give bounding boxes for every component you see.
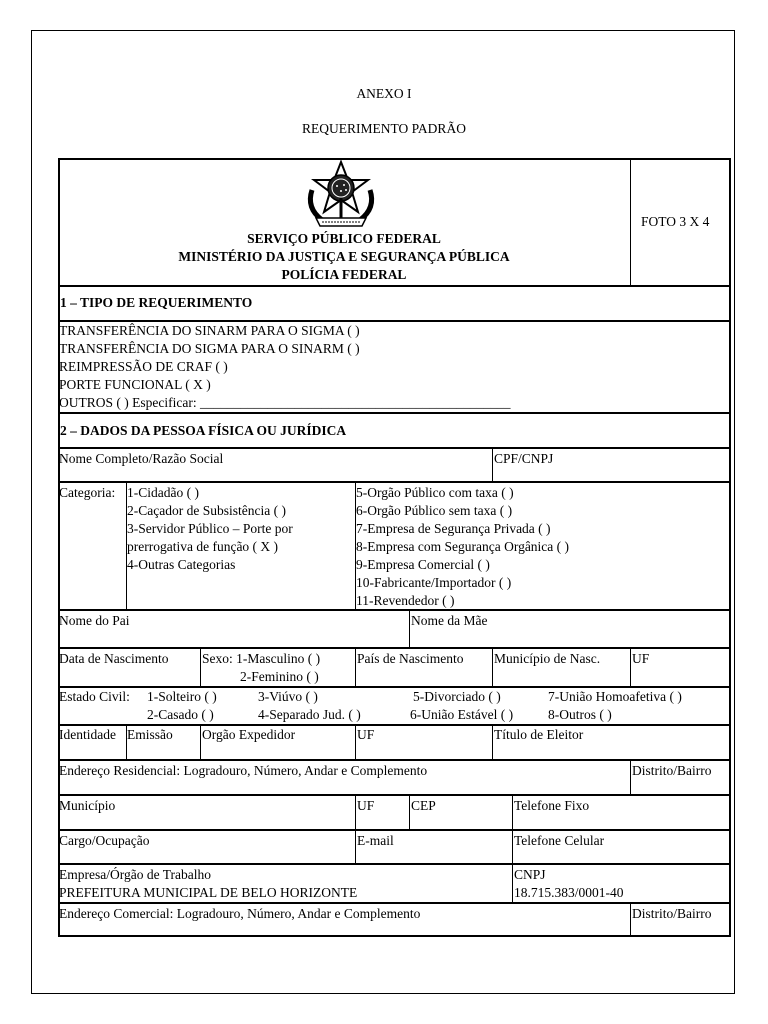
- birth-city-field[interactable]: Município de Nasc.: [494, 651, 601, 666]
- full-name-field[interactable]: Nome Completo/Razão Social: [59, 451, 224, 466]
- employer-label: Empresa/Órgão de Trabalho: [59, 867, 211, 882]
- father-name-field[interactable]: Nome do Pai: [59, 613, 130, 628]
- header-police: POLÍCIA FEDERAL: [281, 267, 407, 282]
- request-option-porte[interactable]: PORTE FUNCIONAL ( X ): [59, 377, 211, 392]
- residential-address-field[interactable]: Endereço Residencial: Logradouro, Número, Andar e Complemento: [59, 763, 428, 778]
- voter-id-field[interactable]: Título de Eleitor: [494, 727, 584, 742]
- category-option[interactable]: 2-Caçador de Subsistência ( ): [127, 503, 286, 518]
- city-field[interactable]: Município: [59, 798, 116, 813]
- header-service: SERVIÇO PÚBLICO FEDERAL: [247, 231, 441, 246]
- birth-date-field[interactable]: Data de Nascimento: [59, 651, 169, 666]
- category-option[interactable]: 7-Empresa de Segurança Privada ( ): [356, 521, 551, 536]
- residential-district-field[interactable]: Distrito/Bairro: [632, 763, 712, 778]
- photo-placeholder: FOTO 3 X 4: [641, 214, 710, 229]
- marital-status-label: Estado Civil:: [59, 689, 130, 704]
- email-field[interactable]: E-mail: [357, 833, 394, 848]
- request-option-others[interactable]: OUTROS ( ) Especificar: ______________________________________________: [59, 395, 511, 410]
- request-option-sigma-sinarm[interactable]: TRANSFERÊNCIA DO SIGMA PARA O SINARM ( ): [59, 341, 360, 356]
- zip-code-field[interactable]: CEP: [411, 798, 436, 813]
- marital-option[interactable]: 1-Solteiro ( ): [147, 689, 217, 704]
- issue-date-field[interactable]: Emissão: [127, 727, 173, 742]
- birth-country-field[interactable]: País de Nascimento: [357, 651, 464, 666]
- annex-label: ANEXO I: [356, 86, 412, 101]
- marital-option[interactable]: 6-União Estável ( ): [410, 707, 514, 722]
- marital-option[interactable]: 5-Divorciado ( ): [413, 689, 501, 704]
- category-option[interactable]: 1-Cidadão ( ): [127, 485, 199, 500]
- section2-title: 2 – DADOS DA PESSOA FÍSICA OU JURÍDICA: [60, 423, 347, 438]
- category-option[interactable]: 6-Orgão Público sem taxa ( ): [356, 503, 513, 518]
- employer-value[interactable]: PREFEITURA MUNICIPAL DE BELO HORIZONTE: [59, 885, 358, 900]
- category-option[interactable]: prerrogativa de função ( X ): [127, 539, 279, 554]
- category-option[interactable]: 3-Servidor Público – Porte por: [127, 521, 293, 536]
- mother-name-field[interactable]: Nome da Mãe: [411, 613, 488, 628]
- category-option[interactable]: 8-Empresa com Segurança Orgânica ( ): [356, 539, 570, 554]
- birth-uf-field[interactable]: UF: [632, 651, 650, 666]
- commercial-address-field[interactable]: Endereço Comercial: Logradouro, Número, Andar e Complemento: [59, 906, 421, 921]
- marital-option[interactable]: 3-Viúvo ( ): [258, 689, 318, 704]
- category-option[interactable]: 11-Revendedor ( ): [356, 593, 455, 608]
- marital-option[interactable]: 8-Outros ( ): [548, 707, 612, 722]
- request-option-reprint[interactable]: REIMPRESSÃO DE CRAF ( ): [59, 359, 228, 374]
- document-title: REQUERIMENTO PADRÃO: [302, 121, 466, 136]
- marital-option[interactable]: 7-União Homoafetiva ( ): [548, 689, 682, 704]
- section1-title: 1 – TIPO DE REQUERIMENTO: [60, 295, 253, 310]
- coat-of-arms-icon: [302, 160, 380, 230]
- marital-option[interactable]: 2-Casado ( ): [147, 707, 214, 722]
- category-option[interactable]: 4-Outras Categorias: [127, 557, 236, 572]
- category-label: Categoria:: [59, 485, 116, 500]
- address-uf-field[interactable]: UF: [357, 798, 375, 813]
- identity-field[interactable]: Identidade: [59, 727, 116, 742]
- marital-option[interactable]: 4-Separado Jud. ( ): [258, 707, 361, 722]
- employer-cnpj-label: CNPJ: [514, 867, 546, 882]
- category-option[interactable]: 10-Fabricante/Importador ( ): [356, 575, 512, 590]
- commercial-district-field[interactable]: Distrito/Bairro: [632, 906, 712, 921]
- issuing-agency-field[interactable]: Orgão Expedidor: [202, 727, 296, 742]
- occupation-field[interactable]: Cargo/Ocupação: [59, 833, 150, 848]
- cpf-cnpj-field[interactable]: CPF/CNPJ: [494, 451, 554, 466]
- mobile-phone-field[interactable]: Telefone Celular: [514, 833, 605, 848]
- landline-field[interactable]: Telefone Fixo: [514, 798, 590, 813]
- sex-option-female[interactable]: 2-Feminino ( ): [240, 669, 319, 684]
- sex-option-male[interactable]: Sexo: 1-Masculino ( ): [202, 651, 321, 666]
- category-option[interactable]: 5-Orgão Público com taxa ( ): [356, 485, 514, 500]
- category-option[interactable]: 9-Empresa Comercial ( ): [356, 557, 490, 572]
- header-ministry: MINISTÉRIO DA JUSTIÇA E SEGURANÇA PÚBLICA: [178, 249, 510, 264]
- identity-uf-field[interactable]: UF: [357, 727, 375, 742]
- request-option-sinarm-sigma[interactable]: TRANSFERÊNCIA DO SINARM PARA O SIGMA ( ): [59, 323, 360, 338]
- employer-cnpj-value[interactable]: 18.715.383/0001-40: [514, 885, 624, 900]
